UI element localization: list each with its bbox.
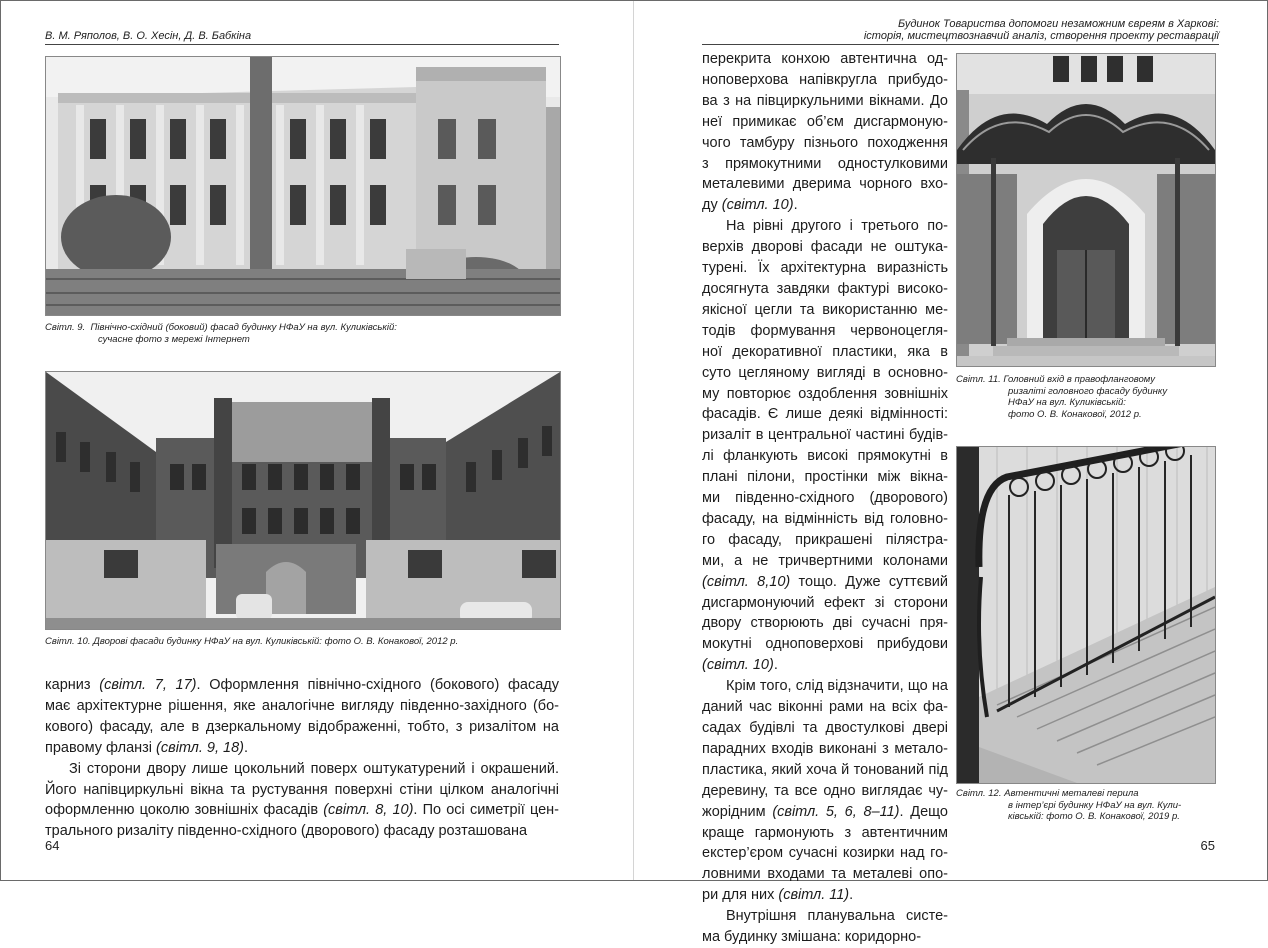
text-line	[702, 676, 948, 697]
text-run: правому фланзі	[45, 739, 157, 756]
text-run: плані пілони, простінки між вікна-	[702, 469, 948, 486]
text-line	[702, 593, 948, 614]
text-line	[702, 237, 948, 258]
header-rule	[45, 44, 559, 45]
running-head-right	[864, 18, 1219, 42]
figure-reference: (світл. 10)	[702, 657, 774, 674]
text-line	[702, 258, 948, 279]
photo-9-side-facade	[45, 56, 561, 316]
text-run: парадних входів виконані з метало-	[702, 740, 948, 757]
text-run: чого тамбуру пізнього походження	[702, 134, 948, 151]
text-run: має архітектурне рішення, яке аналогічне вигляду південно-західного (бо-	[45, 697, 559, 714]
text-line	[702, 927, 948, 948]
text-run: жорідним	[702, 803, 773, 820]
text-run: ма будинку змішана: коридорно-	[702, 929, 922, 946]
figure-reference: (світл. 7, 17)	[99, 677, 197, 693]
text-run: верхів дворові фасади не оштука-	[702, 239, 948, 256]
text-run: ва з на півциркульними вікнами. До	[702, 92, 948, 109]
text-line	[702, 843, 948, 864]
caption-12-num: Світл. 12.	[956, 788, 1002, 799]
caption-11-text-1: Головний вхід в правофланговому	[1003, 374, 1155, 385]
text-line	[702, 216, 948, 237]
text-line	[702, 885, 948, 906]
caption-10-line-1	[45, 636, 458, 648]
text-run: лі фланкують високі прямокутні в	[702, 448, 948, 465]
text-line	[45, 717, 559, 738]
text-run: Крім того, слід відзначити, що на	[726, 678, 948, 695]
figure-reference: (світл. 5, 6, 8–11)	[772, 803, 900, 820]
text-run: якісної цегли та використанню ме-	[702, 301, 948, 318]
running-head-right-line-2: історія, мистецтвознавчий аналіз, створення проекту реставрації	[863, 30, 1219, 42]
figure-reference: (світл. 10)	[721, 197, 794, 214]
figure-reference: (світл. 8, 10)	[323, 802, 414, 819]
text-line	[45, 738, 559, 759]
header-rule-right	[702, 44, 1219, 45]
caption-10-num: Світл. 10.	[45, 636, 91, 647]
figure-reference: (світл. 11)	[778, 887, 850, 904]
text-line	[702, 404, 948, 425]
text-line	[702, 634, 948, 655]
caption-9-line-2: сучасне фото з мережі Інтернет	[98, 333, 250, 345]
caption-12-line-3: ківській: фото О. В. Конакової, 2019 р.	[1008, 811, 1180, 822]
text-run: му повторює оздоблення зовнішніх	[702, 385, 948, 402]
text-run: турені. Їх архітектурна виразність	[702, 260, 948, 277]
caption-12-line-1	[956, 788, 1181, 800]
caption-10	[45, 636, 458, 648]
text-line	[702, 446, 948, 467]
text-line	[45, 675, 559, 696]
text-line	[702, 655, 948, 676]
caption-11-line-3: НФаУ на вул. Куликівській:	[1008, 397, 1126, 408]
text-run: оформленню цоколю зовнішніх фасадів	[45, 802, 324, 819]
text-run: .	[793, 197, 798, 214]
text-run: пластика, який хоча й тонований під	[702, 761, 948, 778]
text-run: краще гармонують з автентичним	[702, 824, 948, 841]
text-line	[702, 467, 948, 488]
text-line	[702, 572, 948, 593]
text-run: даний час віконні рами на всіх фа-	[702, 699, 948, 716]
text-line	[702, 613, 948, 634]
caption-12-line-2: в інтер’єрі будинку НФаУ на вул. Кули-	[1008, 799, 1182, 811]
text-line	[702, 321, 948, 342]
text-run: кового) фасаду, але в дзеркальному відображенні, тобто, з ризалітом на	[45, 718, 559, 735]
photo-11-main-entrance	[956, 53, 1216, 367]
text-run: . По осі симетрії цен-	[413, 802, 559, 819]
text-run: . Оформлення північно-східного (бокового) фасаду	[196, 677, 559, 693]
page-number-left: 64	[45, 838, 60, 853]
photo-10-courtyard-facades	[45, 371, 561, 630]
running-head-left: В. М. Ряполов, В. О. Хесін, Д. В. Бабкіна	[45, 30, 252, 42]
text-line	[702, 91, 948, 112]
caption-11-line-2: ризаліті головного фасаду будинку	[1008, 385, 1168, 397]
text-line	[702, 363, 948, 384]
photo-10-image	[46, 372, 560, 629]
text-line	[45, 780, 559, 801]
text-line	[702, 488, 948, 509]
text-run: суто цегляному вигляді в основно-	[702, 364, 948, 381]
text-run: На рівні другого і третього по-	[726, 218, 948, 235]
text-line	[702, 154, 948, 175]
text-line	[702, 509, 948, 530]
photo-12-metal-railing	[956, 446, 1216, 784]
text-run: екстер’єром сучасні козирки над го-	[702, 845, 948, 862]
text-run: Зі сторони двору лише цокольний поверх оштукатурений і окрашений.	[69, 760, 559, 777]
page-number-right: 65	[1200, 838, 1215, 853]
caption-9	[45, 322, 397, 345]
text-run: . Дещо	[899, 803, 948, 820]
text-run: ми, а не тричвертними колонами	[702, 552, 948, 569]
text-line	[702, 342, 948, 363]
caption-9-text-1: Північно-східний (боковий) фасад будинку НФаУ на вул. Куликівській:	[90, 322, 397, 333]
text-line	[702, 300, 948, 321]
text-run: ду	[702, 197, 722, 214]
caption-12-text-1: Автентичні металеві перила	[1004, 788, 1139, 799]
caption-11	[956, 374, 1167, 420]
running-head-right-line-1: Будинок Товариства допомоги незаможним євреям в Харкові:	[897, 18, 1219, 30]
text-run: фасаду, на відмінність від головно-	[702, 510, 948, 527]
text-line	[702, 174, 948, 195]
text-run: трального ризаліту південно-східного (дворового) фасаду розташована	[45, 823, 528, 840]
text-run: неї примикає об’єм дисгармоную-	[702, 113, 948, 130]
text-run: дисгармонуючий ефект зі сторони	[702, 594, 948, 611]
caption-10-text: Дворові фасади будинку НФаУ на вул. Куликівській: фото О. В. Конакової, 2012 р.	[93, 636, 459, 647]
photo-11-image	[957, 54, 1215, 366]
text-run: ми південно-східного (дворового)	[702, 490, 948, 507]
text-run: садах будівлі та двостулкові двері	[702, 720, 948, 736]
text-run: ри для них	[702, 887, 779, 904]
text-run: Внутрішня планувальна систе-	[726, 908, 948, 925]
text-run: ловними входами та металеві опо-	[702, 866, 948, 883]
text-line	[45, 800, 559, 821]
left-body-text	[45, 675, 559, 842]
text-run: го фасаду, прикрашені пілястра-	[702, 531, 948, 548]
text-run: .	[773, 657, 778, 674]
text-run: фасадів. Є лише деякі відмінності:	[702, 406, 948, 423]
figure-reference: (світл. 9, 18)	[156, 739, 244, 756]
text-run: мокутні одноповерхові прибудови	[702, 636, 948, 653]
text-line	[702, 697, 948, 718]
caption-9-line-1	[45, 322, 397, 334]
right-body-text	[702, 49, 948, 948]
text-run: досягнута завдяки фактурі високо-	[702, 280, 948, 297]
right-page	[634, 1, 1267, 946]
text-line	[702, 530, 948, 551]
caption-11-line-4: фото О. В. Конакової, 2012 р.	[1008, 408, 1142, 420]
text-line	[702, 551, 948, 572]
text-line	[702, 906, 948, 927]
left-page	[1, 1, 634, 880]
caption-12	[956, 788, 1181, 823]
text-run: тощо. Дуже суттєвий	[790, 573, 948, 590]
photo-12-image	[957, 447, 1215, 783]
caption-11-line-1	[956, 374, 1167, 386]
caption-9-num: Світл. 9.	[45, 322, 86, 333]
text-line	[702, 70, 948, 91]
text-line	[702, 864, 948, 885]
text-line	[45, 821, 559, 842]
text-run: перекрита конхою автентична од-	[702, 51, 948, 67]
text-run: .	[244, 739, 249, 756]
text-run: .	[849, 887, 854, 904]
text-run: Його напівциркульні вікна та рустування поверхні стіни цілком аналогічні	[45, 781, 559, 798]
text-run: деревину, та все одно виглядає чу-	[702, 782, 948, 799]
figure-reference: (світл. 8,10)	[702, 573, 791, 590]
text-line	[702, 425, 948, 446]
text-run: ризаліт в центральної частині будів-	[702, 427, 948, 444]
text-line	[702, 112, 948, 133]
text-line	[702, 195, 948, 216]
text-line	[702, 718, 948, 739]
text-run: двору створюють дві сучасні пря-	[702, 615, 948, 632]
text-line	[702, 49, 948, 70]
text-line	[702, 739, 948, 760]
text-line	[702, 781, 948, 802]
text-run: тодів формування червоноцегля-	[702, 322, 948, 339]
text-run: ної декоративної пластики, яка в	[702, 343, 948, 360]
text-line	[702, 133, 948, 154]
text-run: карниз	[45, 677, 100, 693]
text-line	[702, 279, 948, 300]
caption-11-num: Світл. 11.	[956, 374, 1001, 385]
text-line	[702, 384, 948, 405]
text-line	[45, 759, 559, 780]
text-run: ноповерхова напівкругла прибудо-	[702, 71, 948, 88]
text-line	[45, 696, 559, 717]
text-line	[702, 802, 948, 823]
text-line	[702, 760, 948, 781]
text-run: металевими дверима чорного вхо-	[702, 176, 948, 193]
photo-9-image	[46, 57, 560, 315]
text-run: з прямокутними одностулковими	[702, 155, 948, 172]
text-line	[702, 823, 948, 844]
